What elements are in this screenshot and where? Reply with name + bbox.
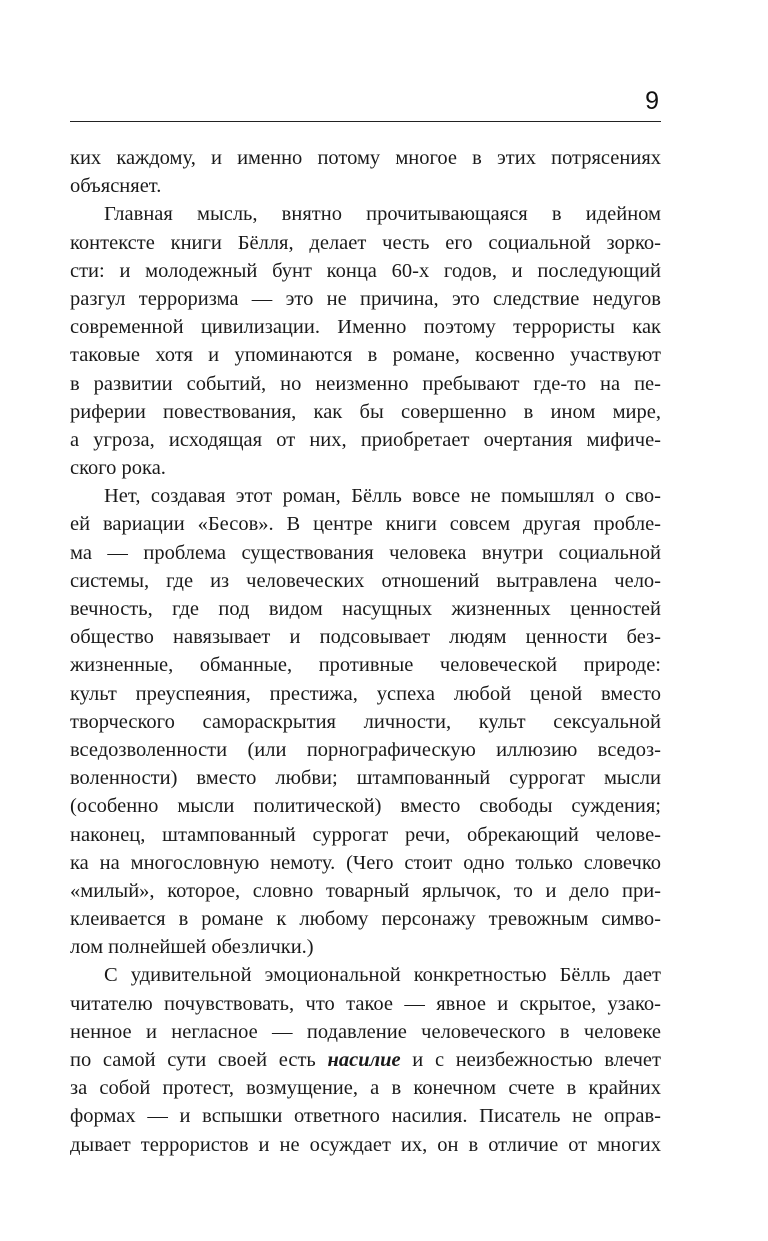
text-line: разгул терроризма — это не причина, это следствие недугов	[70, 287, 661, 310]
text-line: системы, где из человеческих отношений вытравлена чело-	[70, 569, 661, 592]
text-line-with-emphasis	[70, 1046, 661, 1074]
emphasized-word: насилие	[327, 1049, 401, 1071]
paragraph-1	[70, 144, 661, 200]
text-line: клеивается в романе к любому персонажу тревожным симво-	[70, 908, 661, 931]
text-line: ей вариации «Бесов». В центре книги совсем другая пробле-	[70, 513, 661, 536]
text-line: ненное и негласное — подавление человеческого в человеке	[70, 1020, 661, 1043]
text-segment: по самой сути своей есть	[70, 1049, 328, 1071]
paragraph-3	[70, 482, 661, 961]
text-line: (особенно мысли политической) вместо свободы суждения;	[70, 795, 661, 818]
text-line: контексте книги Бёлля, делает честь его социальной зорко-	[70, 231, 661, 254]
header-rule	[70, 121, 661, 122]
text-line: ского рока.	[70, 457, 166, 480]
text-line: таковые хотя и упоминаются в романе, косвенно участвуют	[70, 344, 661, 367]
text-line: вседозволенности (или порнографическую иллюзию вседоз-	[70, 738, 661, 761]
text-line: риферии повествования, как бы совершенно в ином мире,	[70, 400, 661, 423]
text-line: ка на многословную немоту. (Чего стоит одно только словечко	[70, 851, 661, 874]
text-line: за собой протест, возмущение, а в конечном счете в крайних	[70, 1077, 661, 1100]
text-line: в развитии событий, но неизменно пребывают где-то на пе-	[70, 372, 661, 395]
text-line: ких каждому, и именно потому многое в этих потрясениях	[70, 147, 661, 169]
text-line: творческого самораскрытия личности, культ сексуальной	[70, 710, 661, 733]
text-line: общество навязывает и подсовывает людям ценности без-	[70, 626, 661, 649]
page-number: 9	[645, 87, 659, 115]
text-line: читателю почувствовать, что такое — явное и скрытое, узако-	[70, 992, 661, 1015]
text-line: а угроза, исходящая от них, приобретает очертания мифиче-	[70, 428, 661, 451]
text-line: «милый», которое, словно товарный ярлычок, то и дело при-	[70, 879, 661, 902]
text-line: дывает террористов и не осуждает их, он в отличие от многих	[70, 1133, 661, 1156]
paragraph-2	[70, 200, 661, 482]
body-text	[70, 144, 661, 1159]
page-header	[70, 86, 661, 122]
text-line: культ преуспеяния, престижа, успеха любой ценой вместо	[70, 682, 661, 705]
text-line: жизненные, обманные, противные человеческой природе:	[70, 654, 661, 677]
text-line: наконец, штампованный суррогат речи, обрекающий челове-	[70, 823, 661, 846]
text-line: лом полнейшей обезлички.)	[70, 936, 314, 959]
text-line: С удивительной эмоциональной конкретностью Бёлль дает	[104, 964, 661, 987]
text-line: современной цивилизации. Именно поэтому террористы как	[70, 316, 661, 339]
text-line: воленности) вместо любви; штампованный суррогат мысли	[70, 767, 661, 790]
text-line: Главная мысль, внятно прочитывающаяся в идейном	[104, 203, 661, 226]
paragraph-4	[70, 961, 661, 1158]
text-line: вечность, где под видом насущных жизненных ценностей	[70, 598, 661, 620]
text-line: Нет, создавая этот роман, Бёлль вовсе не помышлял о сво-	[104, 485, 661, 508]
text-line: формах — и вспышки ответного насилия. Писатель не оправ-	[70, 1105, 661, 1128]
text-line: объясняет.	[70, 175, 162, 198]
text-line: сти: и молодежный бунт конца 60-х годов, и последующий	[70, 259, 661, 282]
text-segment: и с неизбежностью влечет	[400, 1049, 661, 1071]
text-line: ма — проблема существования человека внутри социальной	[70, 541, 661, 564]
